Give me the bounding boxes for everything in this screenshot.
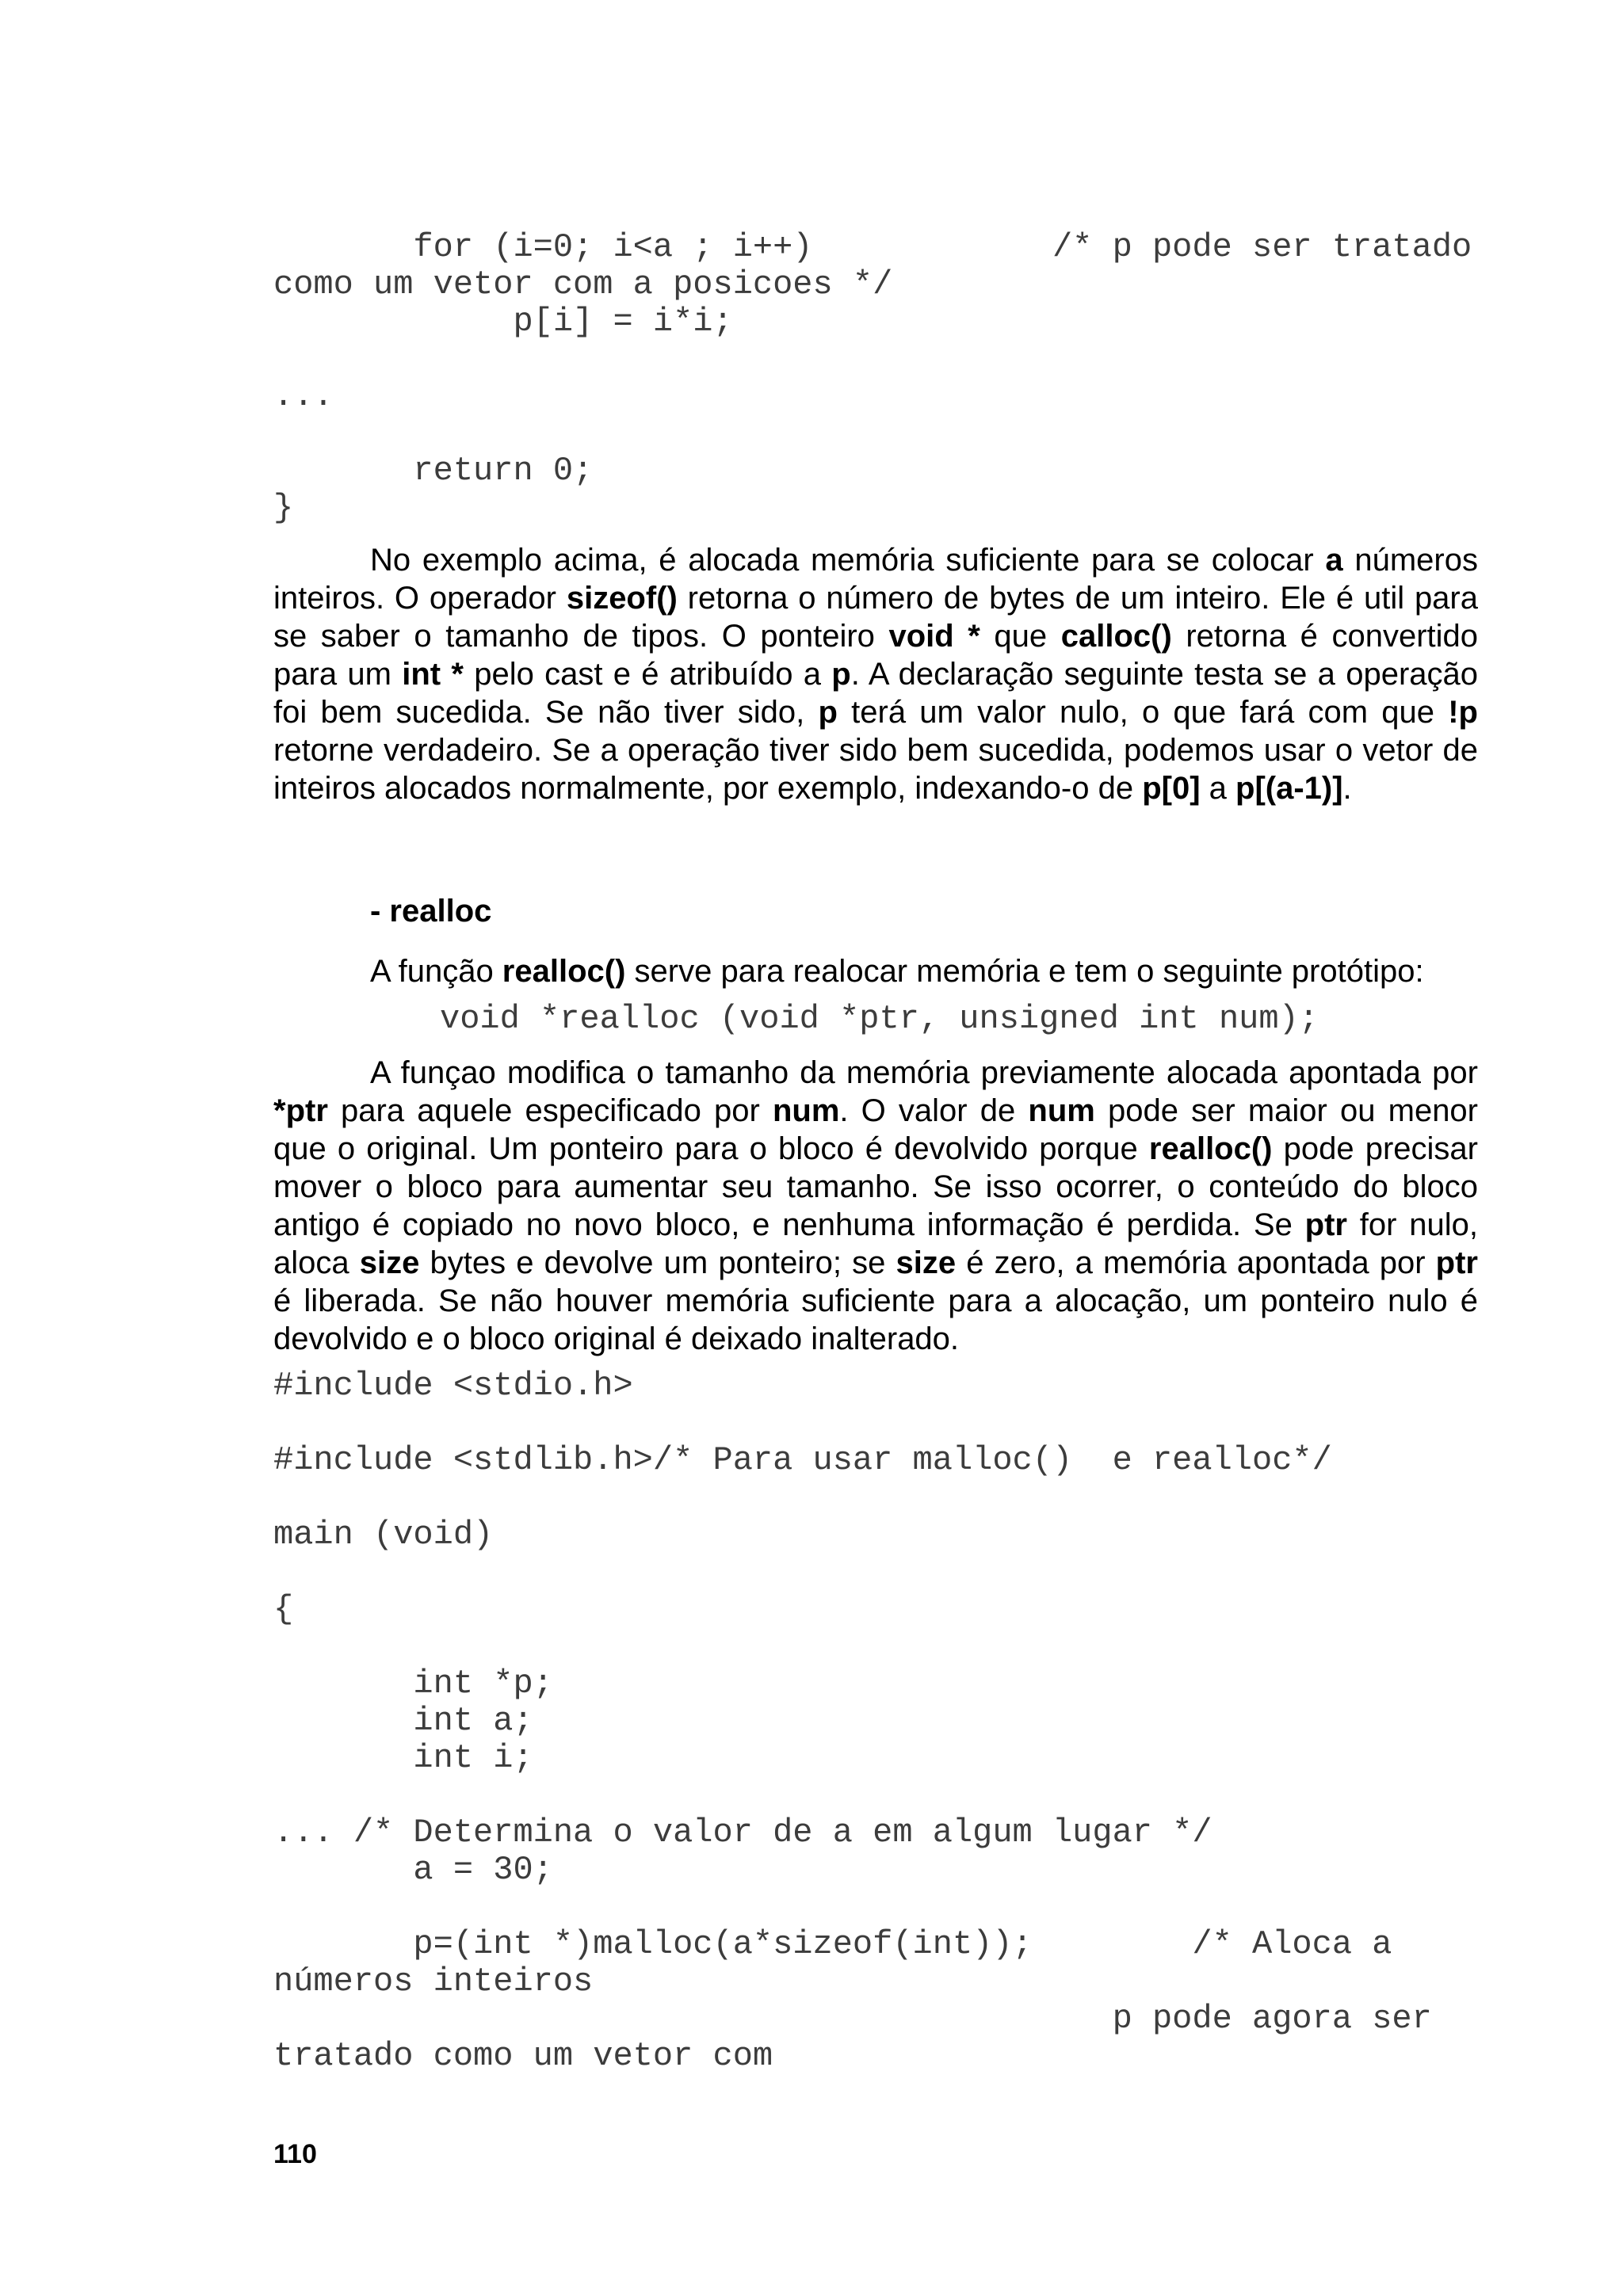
code-line [273, 1554, 1432, 1591]
bold-term: int * [402, 657, 464, 692]
text-run: . [1342, 771, 1352, 806]
code-line [273, 1405, 1432, 1442]
text-run: pelo cast e é atribuído a [463, 657, 832, 692]
text-run: retorne verdadeiro. Se a operação tiver sido bem sucedida, podemos usar o vetor de inteiros alocados normalmente, por exemplo, indexando-o de [273, 733, 1478, 806]
text-run: for nulo, aloca [273, 1207, 1478, 1280]
code-line: ... [273, 377, 334, 415]
bold-term: p [818, 695, 838, 730]
code-line: p[i] = i*i; [273, 303, 733, 341]
bold-term: p [831, 657, 851, 692]
code-line [273, 415, 1472, 452]
text-run: a [1200, 771, 1236, 806]
text-run: . O valor de [839, 1093, 1029, 1128]
page-number: 110 [273, 2139, 317, 2169]
code-line: p pode agora ser [273, 2000, 1432, 2038]
text-run: . A declaração seguinte testa se a operação foi bem sucedida. Se não tiver sido, [273, 657, 1479, 730]
realloc-intro-sentence [370, 954, 1424, 990]
text-run: No exemplo acima, é alocada memória suficiente para se colocar [370, 543, 1326, 578]
text-run: que [980, 619, 1061, 654]
bold-term: num [1028, 1093, 1095, 1128]
code-line: for (i=0; i<a ; i++) /* p pode ser tratado [273, 228, 1472, 266]
code-line: #include <stdlib.h>/* Para usar malloc() e realloc*/ [273, 1441, 1332, 1479]
bold-term: ptr [1435, 1245, 1478, 1280]
text-run: números inteiros. O operador [273, 543, 1478, 616]
bold-term: num [772, 1093, 840, 1128]
code-line: main (void) [273, 1516, 494, 1554]
bold-term: p[0] [1142, 771, 1201, 806]
bold-term: sizeof() [566, 581, 678, 616]
code-listing-top [273, 229, 1472, 527]
code-listing-bottom [273, 1367, 1432, 2075]
code-line [273, 1777, 1432, 1814]
text-run: pode ser maior ou menor que o original. Um ponteiro para o bloco é devolvido porque [273, 1093, 1479, 1166]
code-line [273, 341, 1472, 378]
code-line: como um vetor com a posicoes */ [273, 265, 893, 303]
code-line [273, 1889, 1432, 1926]
text-run: para aquele especificado por [327, 1093, 773, 1128]
bold-term: a [1325, 543, 1343, 578]
code-line: int a; [273, 1702, 533, 1740]
realloc-prototype: void *realloc (void *ptr, unsigned int num); [440, 1000, 1319, 1038]
realloc-intro-pre: A função [370, 954, 502, 989]
bold-term: !p [1448, 695, 1478, 730]
text-run: retorna o número de bytes de um inteiro. Ele é util para se saber o tamanho de tipos. O ponteiro [273, 581, 1478, 654]
code-line: } [273, 489, 294, 527]
text-run: pode precisar mover o bloco para aumentar seu tamanho. Se isso ocorrer, o conteúdo do bloco antigo é copiado no novo bloco, e nenhuma informação é perdida. Se [273, 1131, 1478, 1242]
bold-term: size [359, 1245, 420, 1280]
code-line [273, 1628, 1432, 1665]
text-run: é liberada. Se não houver memória suficiente para a alocação, um ponteiro nulo é devolvido e o bloco original é deixado inalterado. [273, 1283, 1478, 1356]
code-line: int *p; [273, 1665, 553, 1703]
realloc-intro-bold: realloc() [502, 954, 626, 989]
code-line: #include <stdio.h> [273, 1367, 633, 1405]
bold-term: void * [888, 619, 980, 654]
text-run: terá um valor nulo, o que fará com que [837, 695, 1449, 730]
code-line [273, 1479, 1432, 1516]
section-heading-realloc: - realloc [370, 894, 492, 929]
text-run: bytes e devolve um ponteiro; se [419, 1245, 896, 1280]
text-run: retorna é convertido para um [273, 619, 1479, 692]
code-line: tratado como um vetor com [273, 2037, 773, 2075]
bold-term: realloc() [1148, 1131, 1273, 1166]
code-line: a = 30; [273, 1851, 553, 1889]
code-line: números inteiros [273, 1962, 594, 2000]
realloc-intro-post: serve para realocar memória e tem o seguinte protótipo: [625, 954, 1424, 989]
text-run: é zero, a memória apontada por [956, 1245, 1436, 1280]
bold-term: calloc() [1060, 619, 1172, 654]
code-line: ... /* Determina o valor de a em algum lugar */ [273, 1814, 1212, 1852]
bold-term: size [896, 1245, 957, 1280]
code-line: { [273, 1590, 294, 1628]
code-line: return 0; [273, 452, 594, 490]
code-line: p=(int *)malloc(a*sizeof(int)); /* Aloca a [273, 1925, 1392, 1963]
bold-term: *ptr [273, 1093, 328, 1128]
code-line: int i; [273, 1739, 533, 1777]
bold-term: ptr [1304, 1207, 1347, 1242]
paragraph-calloc-explanation [273, 541, 1478, 807]
bold-term: p[(a-1)] [1235, 771, 1343, 806]
paragraph-realloc-explanation [273, 1054, 1478, 1358]
text-run: A funçao modifica o tamanho da memória previamente alocada apontada por [370, 1055, 1478, 1090]
